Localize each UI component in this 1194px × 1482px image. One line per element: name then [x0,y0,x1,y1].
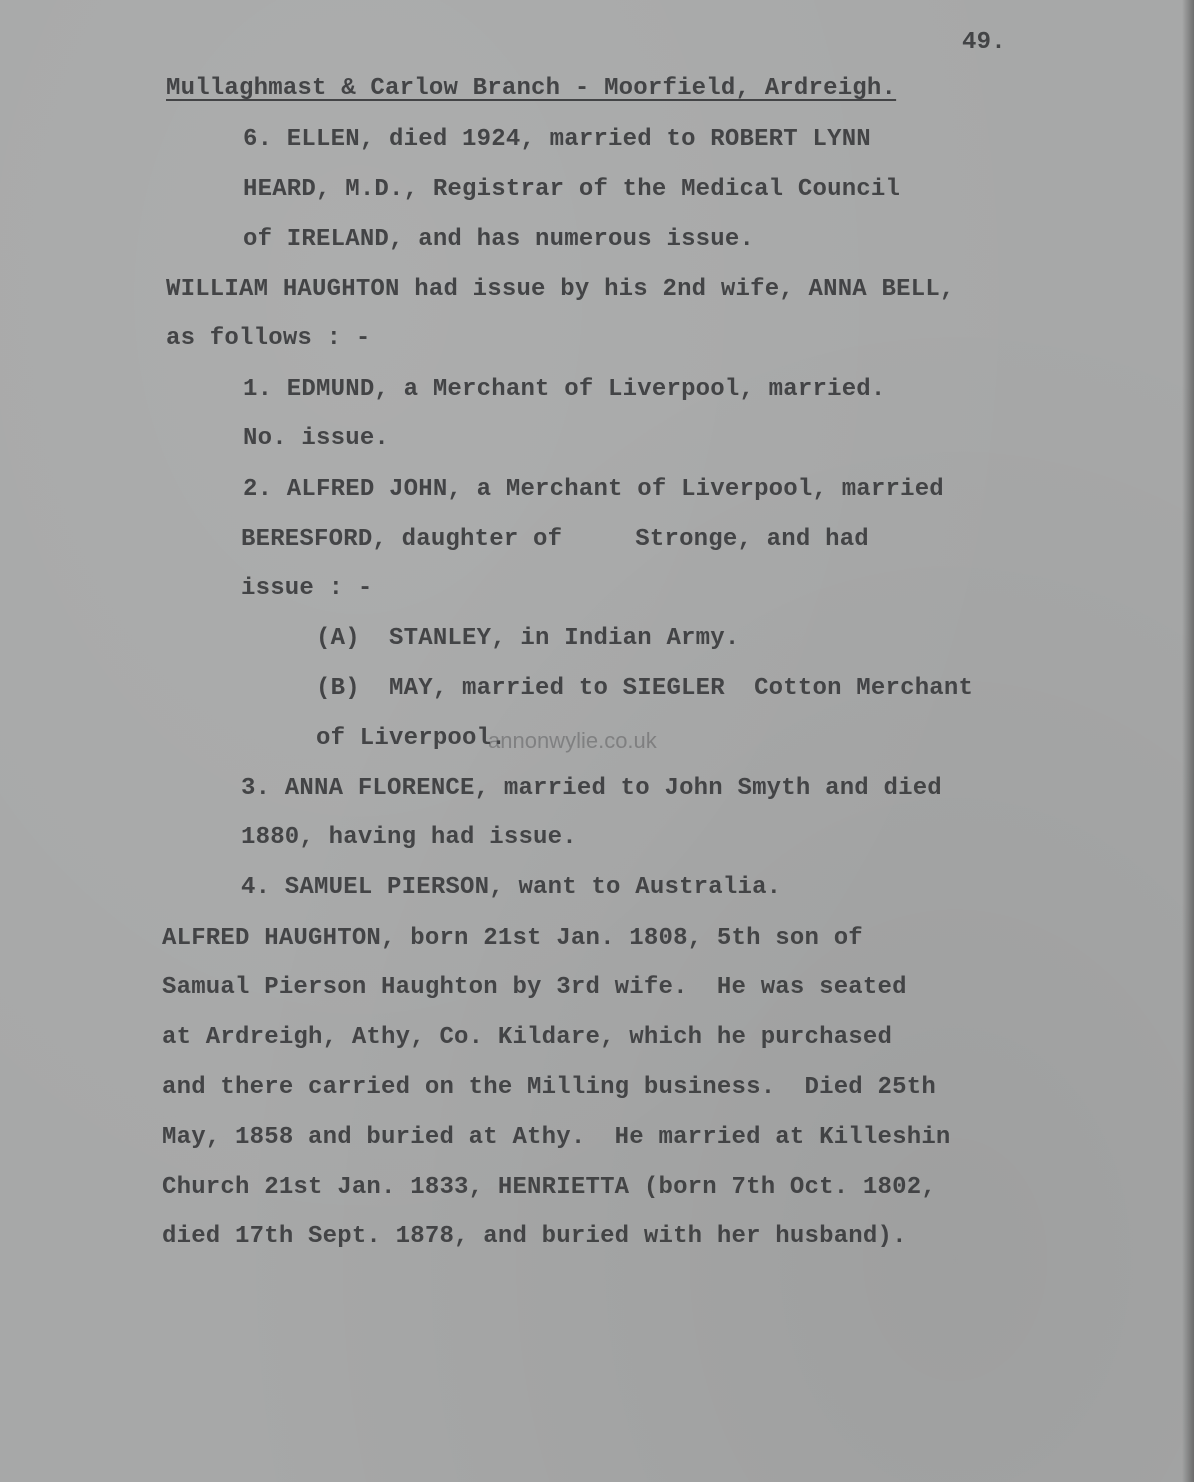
text-line: WILLIAM HAUGHTON had issue by his 2nd wife, ANNA BELL, [166,276,955,303]
text-line: 4. SAMUEL PIERSON, want to Australia. [241,874,782,901]
text-line: as follows : - [166,325,371,352]
text-line: at Ardreigh, Athy, Co. Kildare, which he purchased [162,1024,893,1051]
text-line: Church 21st Jan. 1833, HENRIETTA (born 7th Oct. 1802, [162,1174,936,1201]
text-line: of Liverpool. [316,725,506,752]
text-line: May, 1858 and buried at Athy. He married at Killeshin [162,1124,951,1151]
text-line: died 17th Sept. 1878, and buried with her husband). [162,1223,907,1250]
page-number: 49. [962,29,1006,56]
text-line: Samual Pierson Haughton by 3rd wife. He was seated [162,974,907,1001]
watermark: annonwylie.co.uk [488,728,657,753]
section-heading: Mullaghmast & Carlow Branch - Moorfield, Ardreigh. [166,75,897,102]
text-line: (A) STANLEY, in Indian Army. [316,625,740,652]
text-line: 1. EDMUND, a Merchant of Liverpool, married. [243,376,886,403]
text-line: 2. ALFRED JOHN, a Merchant of Liverpool, married [243,476,944,503]
text-line: 1880, having had issue. [241,824,577,851]
text-line: 6. ELLEN, died 1924, married to ROBERT LYNN [243,126,871,153]
page-edge-shadow [1182,0,1194,1482]
text-line: ALFRED HAUGHTON, born 21st Jan. 1808, 5th son of [162,925,863,952]
text-line: (B) MAY, married to SIEGLER Cotton Merchant [316,675,974,702]
text-line: BERESFORD, daughter of Stronge, and had [241,526,869,553]
text-line: and there carried on the Milling business. Died 25th [162,1074,936,1101]
text-line: of IRELAND, and has numerous issue. [243,226,755,253]
text-line: HEARD, M.D., Registrar of the Medical Council [243,176,901,203]
text-line: No. issue. [243,425,390,452]
text-line: 3. ANNA FLORENCE, married to John Smyth and died [241,775,942,802]
text-line: issue : - [241,575,373,602]
